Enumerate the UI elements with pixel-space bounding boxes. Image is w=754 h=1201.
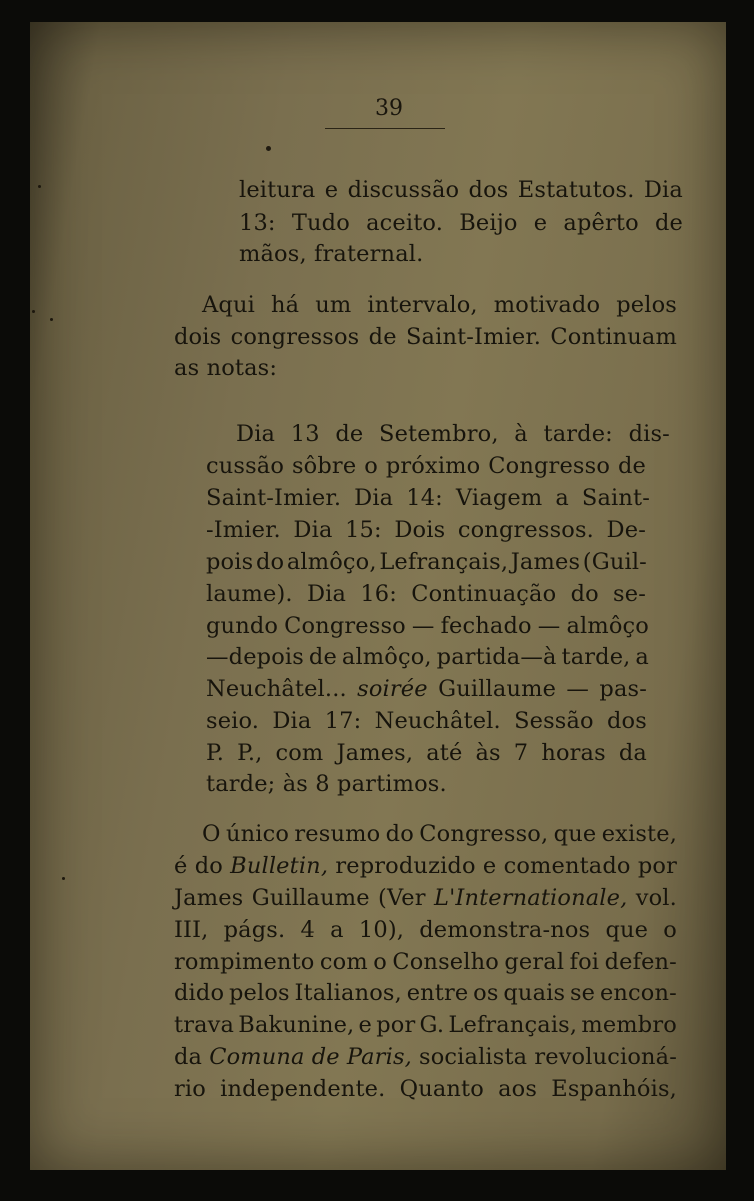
text-line — [239, 177, 683, 203]
word: do — [385, 821, 414, 847]
text-line — [206, 676, 647, 702]
word: — — [411, 613, 435, 639]
text-line — [174, 885, 677, 911]
word: (Guil- — [582, 549, 647, 575]
word: e — [324, 177, 339, 203]
word: dido — [174, 980, 225, 1006]
word: tarde, — [561, 644, 631, 670]
page-number: 39 — [375, 96, 403, 121]
word: Continuam — [550, 324, 677, 350]
text-line — [174, 1012, 677, 1038]
word: rio — [174, 1076, 206, 1102]
word: aceito. — [366, 210, 444, 236]
margin-speck — [50, 318, 53, 321]
text-line — [174, 853, 677, 879]
word: é — [174, 853, 188, 879]
word: e — [358, 1012, 373, 1038]
word: com — [319, 949, 368, 975]
word: Dia — [306, 581, 347, 607]
word: da — [174, 1044, 203, 1070]
word: geral — [504, 949, 565, 975]
text-line — [206, 485, 650, 511]
word: Estatutos. — [517, 177, 635, 203]
word: Quanto — [399, 1076, 484, 1102]
word: almôço, — [341, 644, 432, 670]
text-line — [206, 644, 649, 670]
word: Lefrançais, — [379, 549, 509, 575]
word: e — [482, 853, 497, 879]
word: da — [618, 740, 647, 766]
word: 14: — [406, 485, 443, 511]
word: a — [555, 485, 569, 511]
word: próximo — [385, 453, 481, 479]
word: resumo — [294, 821, 381, 847]
word: Dois — [394, 517, 446, 543]
word: gundo — [206, 613, 279, 639]
word: até — [426, 740, 463, 766]
word: de — [308, 644, 337, 670]
text-line — [206, 581, 646, 607]
word: III, — [174, 917, 209, 943]
word: Bulletin, — [230, 853, 329, 879]
word: pelos — [616, 292, 677, 318]
text-line — [206, 549, 647, 575]
word: congressos. — [457, 517, 594, 543]
word: se- — [613, 581, 646, 607]
word: único — [225, 821, 290, 847]
word: Tudo — [291, 210, 350, 236]
word: por — [376, 1012, 416, 1038]
word: rompimento — [174, 949, 315, 975]
word: laume). — [206, 581, 293, 607]
word: sôbre — [291, 453, 357, 479]
word: entre — [406, 980, 469, 1006]
word: com — [275, 740, 324, 766]
book-page — [30, 22, 726, 1170]
text-line — [174, 949, 677, 975]
word: Lefrançais, — [448, 1012, 578, 1038]
word: (Ver — [378, 885, 426, 911]
word: Aqui — [202, 292, 255, 318]
word: seio. — [206, 708, 260, 734]
word: que — [553, 821, 597, 847]
word: trava — [174, 1012, 235, 1038]
word: 13 — [290, 421, 320, 447]
word: págs. — [223, 917, 286, 943]
word: L'Internationale, — [433, 885, 628, 911]
word: comentado — [503, 853, 631, 879]
text-line — [174, 324, 677, 350]
word: 17: — [324, 708, 362, 734]
text-line — [202, 292, 677, 318]
word: e — [533, 210, 548, 236]
word: reproduzido — [335, 853, 476, 879]
word: do — [570, 581, 599, 607]
word: demonstra-nos — [419, 917, 591, 943]
word: horas — [541, 740, 606, 766]
word: G. — [419, 1012, 445, 1038]
word: 4 — [300, 917, 315, 943]
word: James — [174, 885, 244, 911]
word: almôço, — [286, 549, 377, 575]
text-line — [174, 1044, 677, 1070]
word: intervalo, — [367, 292, 478, 318]
word: Guillaume — [438, 676, 557, 702]
word: —depois — [206, 644, 304, 670]
word: — — [566, 676, 590, 702]
word: Comuna — [209, 1044, 305, 1070]
word: James, — [336, 740, 414, 766]
word: revolucioná- — [534, 1044, 677, 1070]
text-line: tarde; às 8 partimos. — [206, 771, 447, 797]
word: Setembro, — [379, 421, 499, 447]
word: Espanhóis, — [551, 1076, 677, 1102]
word: de — [335, 421, 364, 447]
word: socialista — [419, 1044, 528, 1070]
text-line: as notas: — [174, 355, 278, 381]
word: tarde: — [543, 421, 613, 447]
word: à — [514, 421, 528, 447]
text-line — [202, 821, 677, 847]
word: foi — [569, 949, 600, 975]
word: Dia — [293, 517, 333, 543]
word: Saint-Imier. — [405, 324, 542, 350]
word: Congresso — [284, 613, 406, 639]
word: a — [635, 644, 649, 670]
word: de — [617, 453, 646, 479]
word: encon- — [599, 980, 677, 1006]
word: motivado — [493, 292, 601, 318]
word: leitura — [239, 177, 316, 203]
word: 16: — [360, 581, 397, 607]
margin-speck — [38, 185, 41, 188]
word: Dia — [236, 421, 276, 447]
word: o — [373, 949, 387, 975]
text-line — [206, 708, 647, 734]
word: 7 — [513, 740, 529, 766]
word: Guillaume — [251, 885, 370, 911]
word: Italianos, — [294, 980, 402, 1006]
word: 15: — [345, 517, 382, 543]
word: cussão — [206, 453, 285, 479]
word: 10), — [358, 917, 405, 943]
word: almôço — [566, 613, 649, 639]
word: defen- — [604, 949, 677, 975]
margin-speck — [62, 877, 65, 880]
word: Beijo — [459, 210, 518, 236]
word: Sessão — [514, 708, 594, 734]
word: congressos — [230, 324, 360, 350]
word: Congresso, — [419, 821, 549, 847]
text-line — [174, 917, 677, 943]
word: Saint- — [581, 485, 650, 511]
word: vol. — [635, 885, 677, 911]
word: dos — [606, 708, 647, 734]
word: um — [315, 292, 352, 318]
word: Dia — [272, 708, 312, 734]
word: apêrto — [563, 210, 639, 236]
text-line — [206, 517, 646, 543]
word: Neuchâtel. — [374, 708, 501, 734]
word: soirée — [357, 676, 428, 702]
text-line: mãos, fraternal. — [239, 241, 424, 267]
word: se — [569, 980, 596, 1006]
text-line — [206, 740, 647, 766]
word: partida—à — [436, 644, 557, 670]
margin-speck — [32, 310, 35, 313]
text-line — [206, 613, 649, 639]
word: fechado — [440, 613, 532, 639]
word: membro — [581, 1012, 677, 1038]
text-line — [174, 1076, 677, 1102]
word: o — [364, 453, 378, 479]
word: de — [311, 1044, 340, 1070]
word: Conselho — [392, 949, 499, 975]
word: existe, — [601, 821, 677, 847]
word: dois — [174, 324, 222, 350]
word: — — [537, 613, 561, 639]
text-line — [174, 980, 677, 1006]
header-rule — [325, 128, 445, 129]
word: 13: — [239, 210, 276, 236]
word: P., — [237, 740, 263, 766]
word: James — [510, 549, 581, 575]
word: Continuação — [411, 581, 557, 607]
word: que — [605, 917, 649, 943]
word: Dia — [643, 177, 683, 203]
word: pelos — [228, 980, 290, 1006]
word: aos — [498, 1076, 538, 1102]
text-line — [206, 453, 646, 479]
word: os — [473, 980, 499, 1006]
word: às — [475, 740, 501, 766]
word: -Imier. — [206, 517, 281, 543]
word: dos — [468, 177, 509, 203]
word: Neuchâtel... — [206, 676, 347, 702]
word: P. — [206, 740, 225, 766]
text-line — [236, 421, 670, 447]
text-line — [239, 210, 683, 236]
word: há — [270, 292, 300, 318]
word: dis- — [628, 421, 670, 447]
word: discussão — [347, 177, 460, 203]
word: o — [663, 917, 677, 943]
word: Saint-Imier. — [206, 485, 342, 511]
word: por — [637, 853, 677, 879]
word: de — [654, 210, 683, 236]
word: do — [255, 549, 285, 575]
word: quais — [503, 980, 566, 1006]
word: Congresso — [488, 453, 611, 479]
word: O — [202, 821, 221, 847]
word: de — [368, 324, 397, 350]
word: pas- — [599, 676, 647, 702]
word: Dia — [354, 485, 394, 511]
word: Paris, — [346, 1044, 412, 1070]
word: do — [194, 853, 223, 879]
word: Viagem — [455, 485, 543, 511]
word: pois — [206, 549, 254, 575]
ornament-dot — [266, 146, 271, 151]
word: De- — [606, 517, 646, 543]
word: a — [330, 917, 344, 943]
word: independente. — [220, 1076, 386, 1102]
word: Bakunine, — [238, 1012, 355, 1038]
